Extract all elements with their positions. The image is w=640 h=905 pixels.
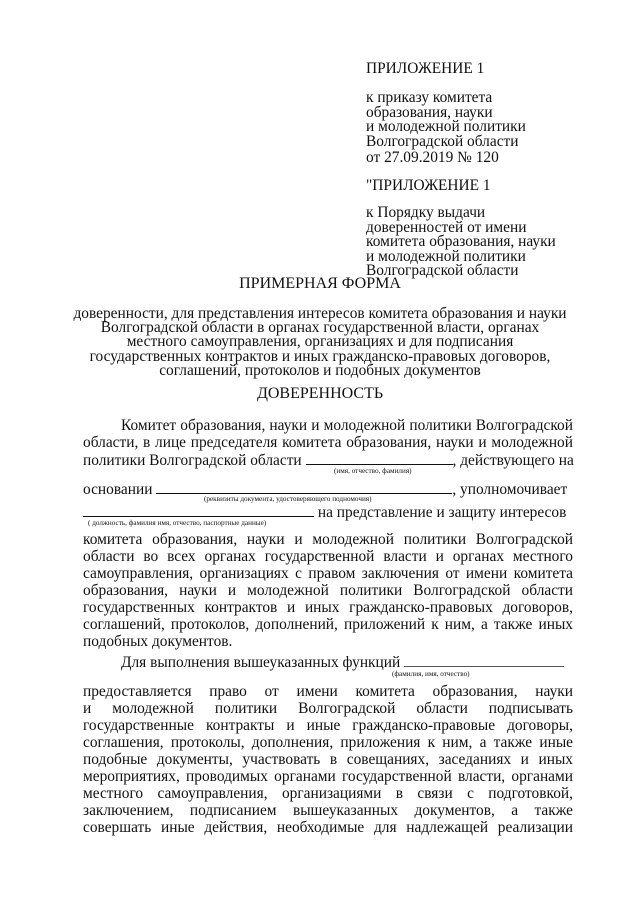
text-line: предоставляется право от имени комитета образования, науки — [83, 683, 573, 700]
representative-blank-field[interactable] — [83, 503, 314, 517]
text-line: мероприятиях, проводимых органами государственной власти, органами — [83, 768, 573, 785]
text-fragment: , действующего на — [452, 452, 574, 469]
caption-position: ( должность, фамилия имя, отчество, паспортные данные) — [88, 519, 267, 527]
procedure-line: Волгоградской области — [366, 262, 519, 280]
procedure-line: и молодежной политики — [366, 247, 526, 265]
text-line: подобных документов. — [83, 633, 233, 650]
name-blank-field[interactable] — [306, 451, 453, 465]
text-line: самоуправления, организациях с правом заключения от имени комитета — [83, 565, 573, 582]
authority-document-blank-field[interactable] — [156, 480, 452, 494]
form-title: ПРИМЕРНАЯ ФОРМА — [239, 275, 401, 292]
paragraph-2-body — [83, 683, 573, 836]
form-subtitle-line: местного самоуправления, организациях и для подписания — [126, 333, 514, 351]
text-line: комитета образования, науки и молодежной политики Волгоградской — [83, 531, 573, 548]
procedure-reference — [366, 206, 606, 279]
text-line: заключением, подписанием вышеуказанных документов, а также — [83, 802, 573, 819]
form-subtitle-line: государственных контрактов и иных гражданско-правовых договоров, — [89, 347, 551, 365]
procedure-line: к Порядку выдачи — [366, 204, 486, 221]
text-line: местного самоуправления, организациями в связи с подготовкой, — [83, 785, 573, 802]
form-subtitle — [60, 307, 580, 378]
text-line: области во всех органах государственной власти и органах местного — [83, 548, 573, 565]
text-fragment: на представление и защиту интересов — [317, 504, 567, 521]
form-subtitle-line: соглашений, протоколов и подобных документов — [159, 361, 481, 379]
text-line-fio-field — [121, 653, 564, 671]
text-fragment: политики Волгоградской области — [83, 452, 302, 469]
order-line: Волгоградской области — [366, 132, 519, 150]
order-reference — [366, 91, 606, 149]
paragraph-1-head — [83, 417, 573, 451]
text-line: соглашения, протоколы, дополнения, приложения к ним, а также иные — [83, 734, 573, 751]
text-line: и молодежной политики Волгоградской области подписывать — [83, 700, 573, 717]
text-fragment: Для выполнения вышеуказанных функций — [121, 654, 401, 671]
document-title: ДОВЕРЕННОСТЬ — [256, 385, 384, 402]
text-line: соглашений, протоколов, дополнений, приложений к ним, а также иных — [83, 616, 573, 633]
form-subtitle-line: доверенности, для представления интересов комитета образования и науки — [73, 305, 567, 322]
appendix-title: ПРИЛОЖЕНИЕ 1 — [366, 60, 485, 77]
text-fragment: основании — [83, 481, 153, 498]
text-line: области, в лице председателя комитета образования, науки и молодежной — [83, 434, 573, 451]
caption-name: (имя, отчество, фамилия) — [334, 467, 412, 475]
order-line: и молодежной политики — [366, 118, 526, 136]
procedure-line: доверенностей от имени — [366, 218, 527, 236]
text-line: образования, науки и молодежной политики Волгоградской области — [83, 582, 573, 599]
caption-document: (реквизиты документа, удостоверяющего подномочия) — [204, 495, 372, 503]
inner-appendix-title: "ПРИЛОЖЕНИЕ 1 — [366, 177, 491, 194]
text-line: Комитет образования, науки и молодежной политики Волгоградской — [121, 417, 573, 434]
paragraph-1-body — [83, 531, 573, 650]
order-line: образования, науки — [366, 103, 493, 121]
order-line: к приказу комитета — [366, 89, 493, 106]
caption-fio: (фамилия, имя, отчество) — [392, 670, 470, 678]
text-line: подобные документы, участвовать в совещаниях, заседаниях и иных — [83, 751, 573, 768]
text-line: государственные контракты и иные гражданско-правовые договоры, — [83, 717, 573, 734]
text-fragment: , уполномочивает — [452, 481, 568, 498]
fio-blank-field[interactable] — [404, 653, 564, 667]
form-subtitle-line: Волгоградской области в органах государственной власти, органах — [100, 319, 540, 337]
text-line-name-field — [83, 451, 574, 469]
order-date-number: от 27.09.2019 № 120 — [366, 149, 499, 166]
text-line: государственных контрактов и иных гражданско-правовых договоров, — [83, 599, 573, 616]
text-line: совершать иные действия, необходимые для надлежащей реализации — [83, 819, 573, 836]
procedure-line: комитета образования, науки — [366, 233, 556, 251]
